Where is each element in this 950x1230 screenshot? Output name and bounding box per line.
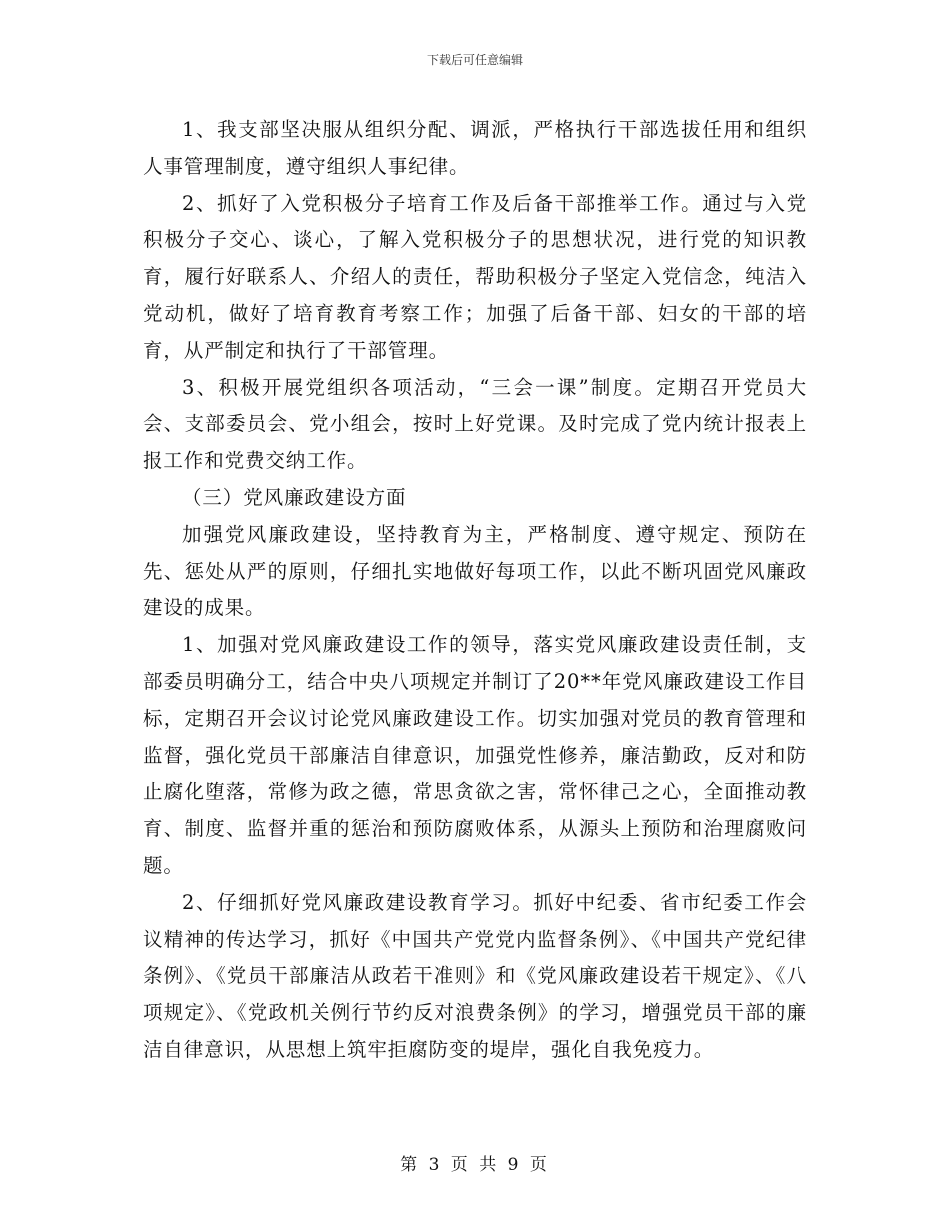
page-footer: 第 3 页 共 9 页: [400, 1155, 550, 1175]
page-header: 下载后可任意编辑: [426, 53, 523, 67]
section-heading: （三）党风廉政建设方面: [182, 485, 407, 509]
document-body: [143, 112, 807, 1069]
paragraph-intro: 加强党风廉政建设，坚持教育为主，严格制度、遵守规定、预防在先、惩处从严的原则，仔细扎实地做好每项工作，以此不断巩固党风廉政建设的成果。: [143, 522, 807, 620]
paragraph-3: 3、积极开展党组织各项活动，“三会一课”制度。定期召开党员大会、支部委员会、党小组会，按时上好党课。及时完成了党内统计报表上报工作和党费交纳工作。: [143, 375, 807, 473]
paragraph-4: 1、加强对党风廉政建设工作的领导，落实党风廉政建设责任制，支部委员明确分工，结合中央八项规定并制订了20**年党风廉政建设工作目标，定期召开会议讨论党风廉政建设工作。切实加强对党员的教育管理和监督，强化党员干部廉洁自律意识，加强党性修养，廉洁勤政，反对和防止腐化堕落，常修为政之德，常思贪欲之害，常怀律己之心，全面推动教育、制度、监督并重的惩治和预防腐败体系，从源头上预防和治理腐败问题。: [143, 633, 807, 877]
paragraph-5: 2、仔细抓好党风廉政建设教育学习。抓好中纪委、省市纪委工作会议精神的传达学习，抓好《中国共产党党内监督条例》、《中国共产党纪律条例》、《党员干部廉洁从政若干准则》和《党风廉政建设若干规定》、《八项规定》、《党政机关例行节约反对浪费条例》的学习，增强党员干部的廉洁自律意识，从思想上筑牢拒腐防变的堤岸，强化自我免疫力。: [143, 890, 807, 1061]
paragraph-2: 2、抓好了入党积极分子培育工作及后备干部推举工作。通过与入党积极分子交心、谈心，了解入党积极分子的思想状况，进行党的知识教育，履行好联系人、介绍人的责任，帮助积极分子坚定入党信念，纯洁入党动机，做好了培育教育考察工作；加强了后备干部、妇女的干部的培育，从严制定和执行了干部管理。: [143, 191, 807, 362]
paragraph-1: 1、我支部坚决服从组织分配、调派，严格执行干部选拔任用和组织人事管理制度，遵守组织人事纪律。: [143, 118, 807, 178]
